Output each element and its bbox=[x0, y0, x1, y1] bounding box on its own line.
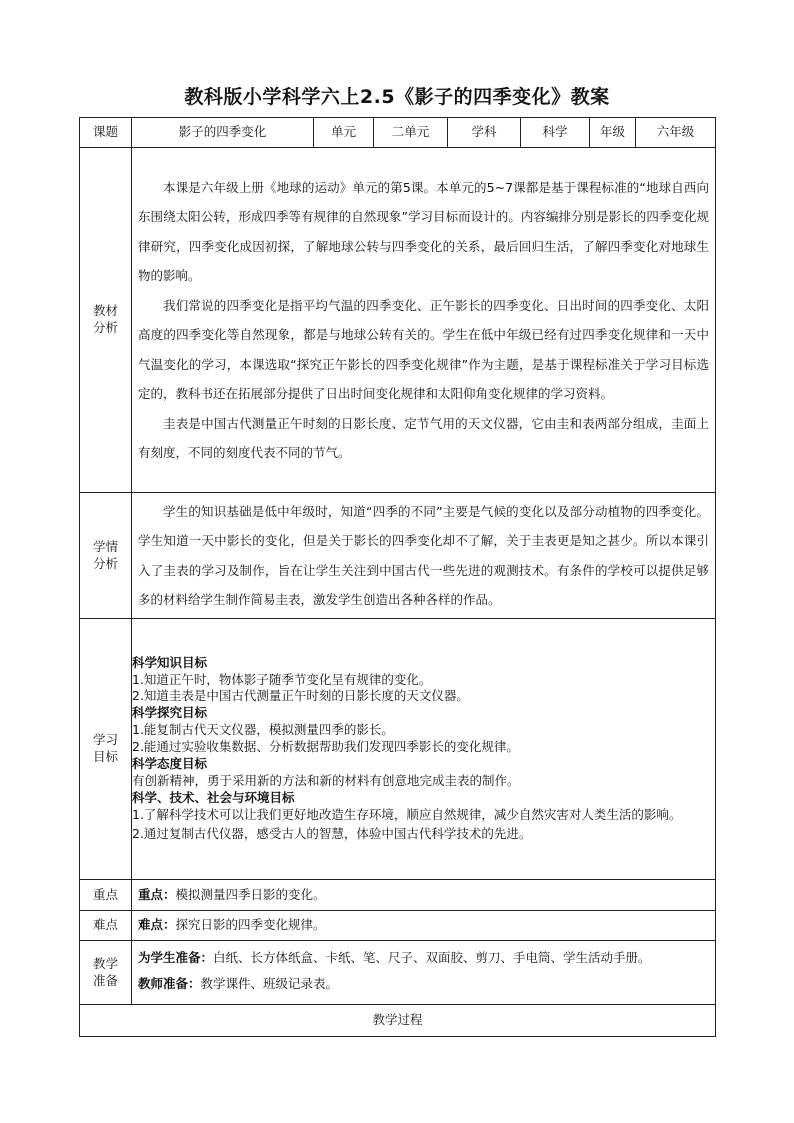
goal-item: 1.能复制古代天文仪器，模拟测量四季的影长。 bbox=[132, 722, 394, 738]
key-point-row bbox=[80, 880, 716, 911]
material-analysis-row bbox=[80, 148, 716, 493]
goal-item: 2.通过复制古代仪器，感受古人的智慧，体验中国古代科学技术的先进。 bbox=[132, 826, 532, 842]
key-point-text: 模拟测量四季日影的变化。 bbox=[175, 886, 326, 902]
preparation-label: 教学 准备 bbox=[80, 941, 132, 1005]
student-preparation: 为学生准备：白纸、长方体纸盒、卡纸、笔、尺子、双面胶、剪刀、手电筒、学生活动手册。 bbox=[138, 950, 651, 965]
goal-item: 2.知道圭表是中国古代测量正午时刻的日影长度的天文仪器。 bbox=[132, 688, 469, 704]
unit-value: 二单元 bbox=[374, 118, 448, 148]
key-point-label: 重点 bbox=[80, 880, 132, 911]
process-header-row bbox=[80, 1005, 716, 1037]
goal-item: 1.知道正午时，物体影子随季节变化呈有规律的变化。 bbox=[132, 671, 432, 687]
unit-label: 单元 bbox=[314, 118, 374, 148]
difficulty-text: 探究日影的四季变化规律。 bbox=[175, 917, 326, 933]
teacher-preparation: 教师准备：教学课件、班级记录表。 bbox=[138, 976, 339, 991]
goal-item: 有创新精神，勇于采用新的方法和新的材料有创意地完成圭表的制作。 bbox=[132, 772, 520, 788]
topic-label: 课题 bbox=[80, 118, 132, 148]
learning-goals-label: 学习 目标 bbox=[80, 619, 132, 880]
learning-goals-row bbox=[80, 619, 716, 880]
difficulty-content bbox=[132, 911, 716, 941]
student-analysis-row bbox=[80, 493, 716, 619]
goal-heading: 科学知识目标 bbox=[132, 654, 208, 670]
goal-heading: 科学态度目标 bbox=[132, 755, 208, 771]
student-analysis-content bbox=[132, 493, 716, 619]
subject-value: 科学 bbox=[521, 118, 590, 148]
learning-goals-content bbox=[132, 619, 716, 880]
goal-heading: 科学探究目标 bbox=[132, 705, 208, 721]
grade-label: 年级 bbox=[590, 118, 636, 148]
key-point-content bbox=[132, 880, 716, 911]
difficulty-row bbox=[80, 911, 716, 941]
goal-item: 2.能通过实验收集数据、分析数据帮助我们发现四季影长的变化规律。 bbox=[132, 739, 519, 755]
material-analysis-content bbox=[132, 148, 716, 493]
document-title: 教科版小学科学六上2.5《影子的四季变化》教案 bbox=[184, 86, 610, 108]
preparation-content bbox=[132, 941, 716, 1005]
topic-value: 影子的四季变化 bbox=[132, 118, 314, 148]
material-analysis-label: 教材 分析 bbox=[80, 148, 132, 493]
subject-label: 学科 bbox=[448, 118, 521, 148]
material-paragraph: 本课是六年级上册《地球的运动》单元的第5课。本单元的5~7课都是基于课程标准的“地球自西向东围绕太阳公转，形成四季等有规律的自然现象”学习目标而设计的。内容编排分别是影长的四季变化规律研究，四季变化成因初探，了解地球公转与四季变化的关系，最后回归生活，了解四季变化对地球生物的影响。 bbox=[138, 179, 709, 283]
preparation-row bbox=[80, 941, 716, 1005]
key-point-prefix: 重点： bbox=[138, 886, 176, 902]
difficulty-label: 难点 bbox=[80, 911, 132, 941]
grade-value: 六年级 bbox=[636, 118, 716, 148]
material-paragraph: 我们常说的四季变化是指平均气温的四季变化、正午影长的四季变化、日出时间的四季变化、太阳高度的四季变化等自然现象，都是与地球公转有关的。学生在低中年级已经有过四季变化规律和一天中气温变化的学习，本课选取“探究正午影长的四季变化规律”作为主题，是基于课程标准关于学习目标选定的，教科书还在拓展部分提供了日出时间变化规律和太阳仰角变化规律的学习资料。 bbox=[138, 297, 709, 401]
goal-item: 1.了解科学技术可以让我们更好地改造生存环境，顺应自然规律，减少自然灾害对人类生活的影响。 bbox=[132, 806, 682, 822]
material-paragraph: 圭表是中国古代测量正午时刻的日影长度、定节气用的天文仪器，它由圭和表两部分组成，圭面上有刻度，不同的刻度代表不同的节气。 bbox=[138, 415, 709, 460]
student-analysis-label: 学情 分析 bbox=[80, 493, 132, 619]
header-row bbox=[80, 118, 716, 148]
lesson-plan-table bbox=[79, 117, 716, 1037]
difficulty-prefix: 难点： bbox=[138, 917, 176, 933]
process-header: 教学过程 bbox=[80, 1005, 716, 1037]
goal-heading: 科学、技术、社会与环境目标 bbox=[132, 789, 295, 805]
student-analysis-text: 学生的知识基础是低中年级时，知道“四季的不同”主要是气候的变化以及部分动植物的四季变化。学生知道一天中影长的变化，但是关于影长的四季变化却不了解，关于圭表更是知之甚少。所以本课引入了圭表的学习及制作，旨在让学生关注到中国古代一些先进的观测技术。有条件的学校可以提供足够多的材料给学生制作简易圭表，激发学生创造出各种各样的作品。 bbox=[138, 503, 709, 607]
